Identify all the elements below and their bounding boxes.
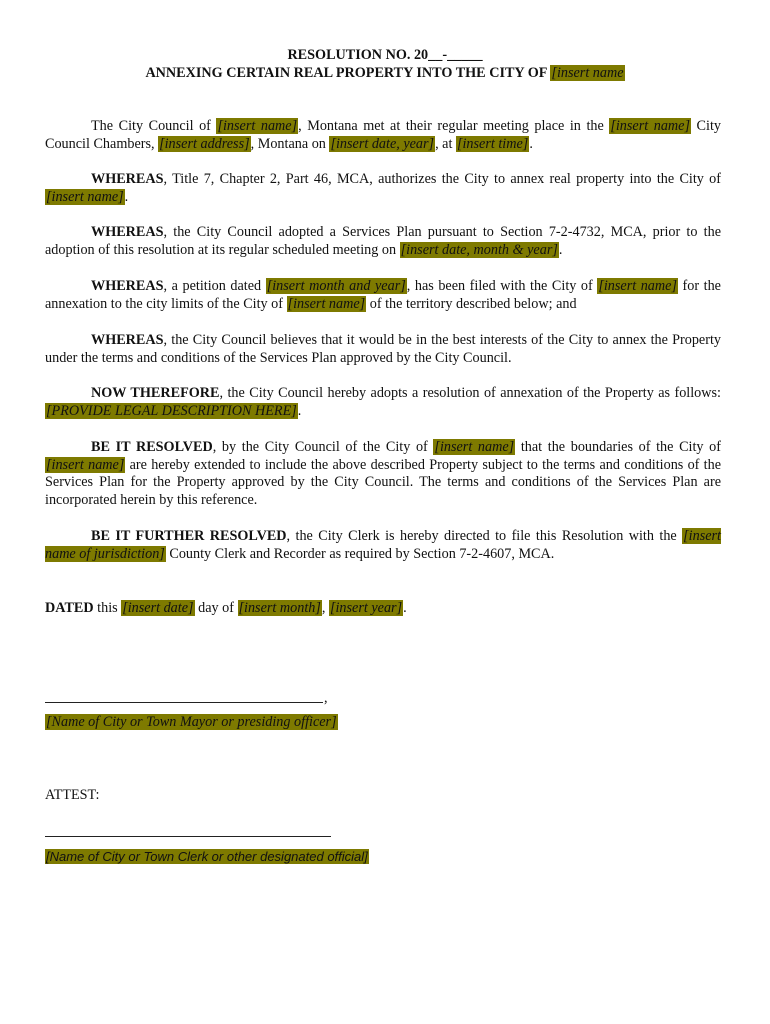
text: of the territory described below; and [366, 295, 577, 312]
text: , Montana met at their regular meeting place in the [298, 118, 610, 134]
placeholder-date: [insert date] [122, 600, 194, 616]
mayor-signature-line [45, 702, 323, 703]
text: , the City Council believes that it would be in the best interests of the City to annex the Property under the terms and conditions of the Services Plan approved by the City Council. [45, 332, 721, 366]
dated-label: DATED [45, 600, 94, 616]
placeholder-legal-description: [PROVIDE LEGAL DESCRIPTION HERE] [46, 402, 297, 419]
whereas-paragraph-4 [45, 332, 721, 367]
placeholder-city-name: [insert name [551, 65, 624, 81]
be-it-further-resolved-paragraph [45, 528, 721, 563]
whereas-paragraph-2 [45, 224, 721, 259]
text: for the annexation to the city limits of the City of [45, 278, 721, 312]
whereas-label: WHEREAS [91, 278, 164, 294]
text: , a petition dated [163, 278, 266, 294]
text: , has been filed with the City of [406, 278, 598, 294]
placeholder-city-name: [insert name] [598, 278, 677, 294]
text: The City Council of [91, 118, 217, 134]
clerk-signature-line [45, 836, 331, 837]
placeholder-city-name: [insert name] [434, 439, 515, 455]
text: . [529, 135, 533, 152]
text: , Montana on [250, 135, 330, 152]
text: that the boundaries of the City of [515, 439, 721, 455]
be-it-further-resolved-label: BE IT FURTHER RESOLVED [91, 528, 287, 544]
text: . [403, 600, 407, 616]
text: , at [435, 135, 456, 152]
text: , by the City Council of the City of [212, 439, 434, 455]
placeholder-meeting-date: [insert date, month & year] [400, 241, 558, 258]
text: this [93, 600, 122, 616]
placeholder-jurisdiction: [insert name of jurisdiction] [45, 528, 721, 562]
text: , Title 7, Chapter 2, Part 46, MCA, authorizes the City to annex real property into the City of [163, 171, 721, 187]
clerk-name-line [45, 848, 369, 867]
placeholder-petition-date: [insert month and year] [266, 278, 406, 294]
placeholder-month: [insert month] [238, 600, 321, 616]
dated-line [45, 600, 721, 618]
placeholder-date: [insert date, year] [330, 135, 435, 152]
text: . [558, 241, 563, 258]
placeholder-city-name: [insert name] [46, 188, 124, 205]
signature-comma: , [324, 690, 328, 706]
resolution-number: RESOLUTION NO. 20__-_____ [287, 47, 483, 63]
text: City Council Chambers, [45, 118, 721, 152]
now-therefore-label: NOW THEREFORE [91, 385, 220, 401]
placeholder-address: [insert address] [159, 135, 250, 152]
attest-label: ATTEST: [45, 787, 100, 803]
placeholder-city-name: [insert name] [217, 118, 298, 134]
placeholder-city-name: [insert name] [46, 456, 125, 473]
text: are hereby extended to include the above described Property subject to the terms and conditions of the Services Plan for the Property approved by the City Council. The terms and conditions of the Services Plan are incorporated herein by this reference. [45, 456, 722, 508]
mayor-name-line [45, 714, 338, 732]
text: , the City Council hereby adopts a resolution of annexation of the Property as follows: [219, 385, 721, 401]
text: day of [194, 600, 238, 616]
placeholder-time: [insert time] [456, 135, 529, 152]
placeholder-clerk-name: [Name of City or Town Clerk or other designated official] [46, 849, 368, 864]
text: , [321, 600, 329, 616]
placeholder-city-name: [insert name] [610, 118, 690, 134]
text: . [297, 402, 302, 419]
resolution-title [0, 65, 770, 83]
whereas-paragraph-3 [45, 278, 721, 313]
whereas-label: WHEREAS [91, 224, 164, 240]
placeholder-mayor-name: [Name of City or Town Mayor or presiding officer] [46, 714, 337, 730]
text: . [124, 188, 129, 205]
be-it-resolved-label: BE IT RESOLVED [91, 439, 213, 455]
placeholder-city-name: [insert name] [287, 295, 366, 312]
whereas-label: WHEREAS [91, 332, 164, 348]
whereas-label: WHEREAS [91, 171, 164, 187]
text: , the City Clerk is hereby directed to file this Resolution with the [286, 528, 683, 544]
intro-paragraph [45, 118, 721, 153]
now-therefore-paragraph [45, 385, 721, 420]
placeholder-year: [insert year] [329, 600, 403, 616]
whereas-paragraph-1 [45, 171, 721, 206]
text: , the City Council adopted a Services Plan pursuant to Section 7-2-4732, MCA, prior to the adoption of this resolution at its regular scheduled meeting on [45, 224, 721, 258]
text: County Clerk and Recorder as required by Section 7-2-4607, MCA. [165, 545, 555, 562]
be-it-resolved-paragraph [45, 439, 721, 509]
title-text: ANNEXING CERTAIN REAL PROPERTY INTO THE CITY OF [145, 65, 551, 81]
